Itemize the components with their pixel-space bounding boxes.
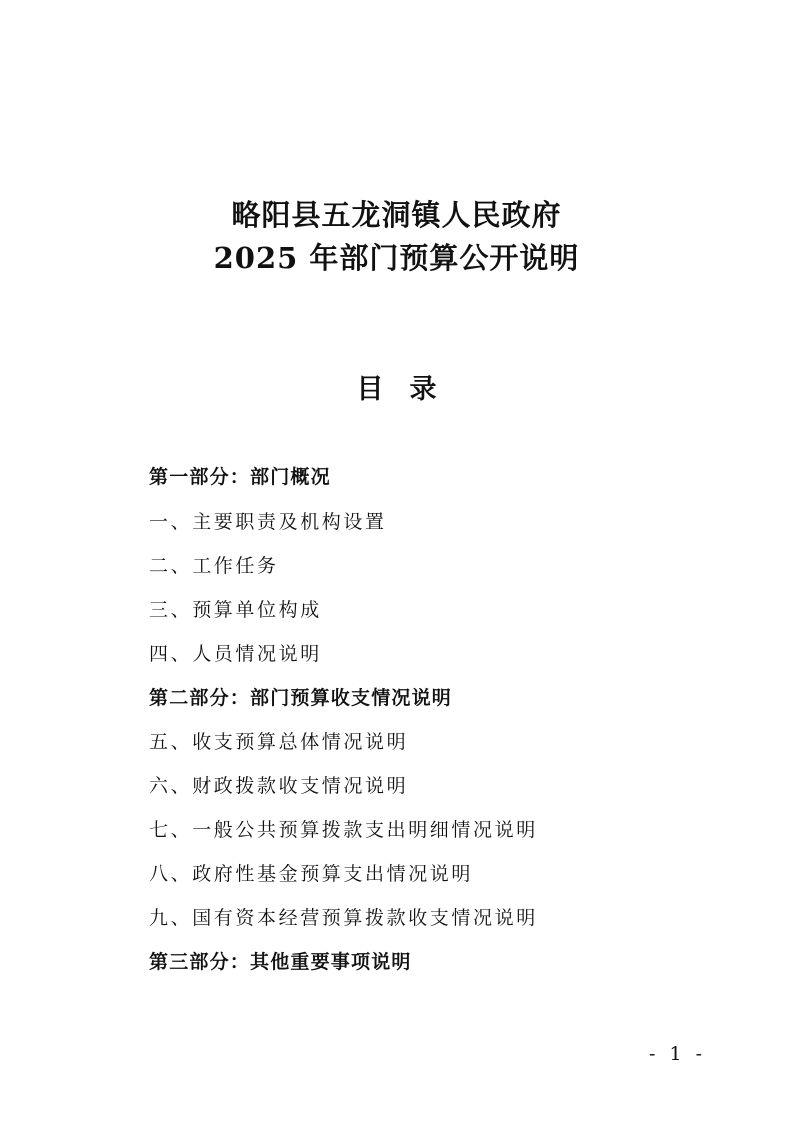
toc-section-1: 第一部分：部门概况 [149, 466, 331, 488]
toc-item: 九、国有资本经营预算拨款收支情况说明 [149, 907, 538, 929]
document-title-line-2: 2025 年部门预算公开说明 [213, 241, 580, 275]
toc-item: 一、主要职责及机构设置 [149, 511, 387, 533]
document-title-line-1: 略阳县五龙洞镇人民政府 [231, 198, 562, 232]
toc-item: 五、收支预算总体情况说明 [149, 731, 409, 753]
toc-item: 七、一般公共预算拨款支出明细情况说明 [149, 819, 538, 841]
toc-item: 六、财政拨款收支情况说明 [149, 775, 409, 797]
toc-section-3: 第三部分：其他重要事项说明 [149, 951, 412, 973]
page-number: - 1 - [649, 1043, 707, 1065]
toc-heading-char: 录 [409, 374, 437, 405]
toc-heading [0, 367, 793, 406]
toc-heading-char: 目 [356, 374, 384, 405]
toc-section-2: 第二部分：部门预算收支情况说明 [149, 687, 453, 709]
toc-item: 八、政府性基金预算支出情况说明 [149, 863, 474, 885]
toc-item: 二、工作任务 [149, 555, 279, 577]
toc-item: 四、人员情况说明 [149, 643, 322, 665]
toc-item: 三、预算单位构成 [149, 599, 322, 621]
